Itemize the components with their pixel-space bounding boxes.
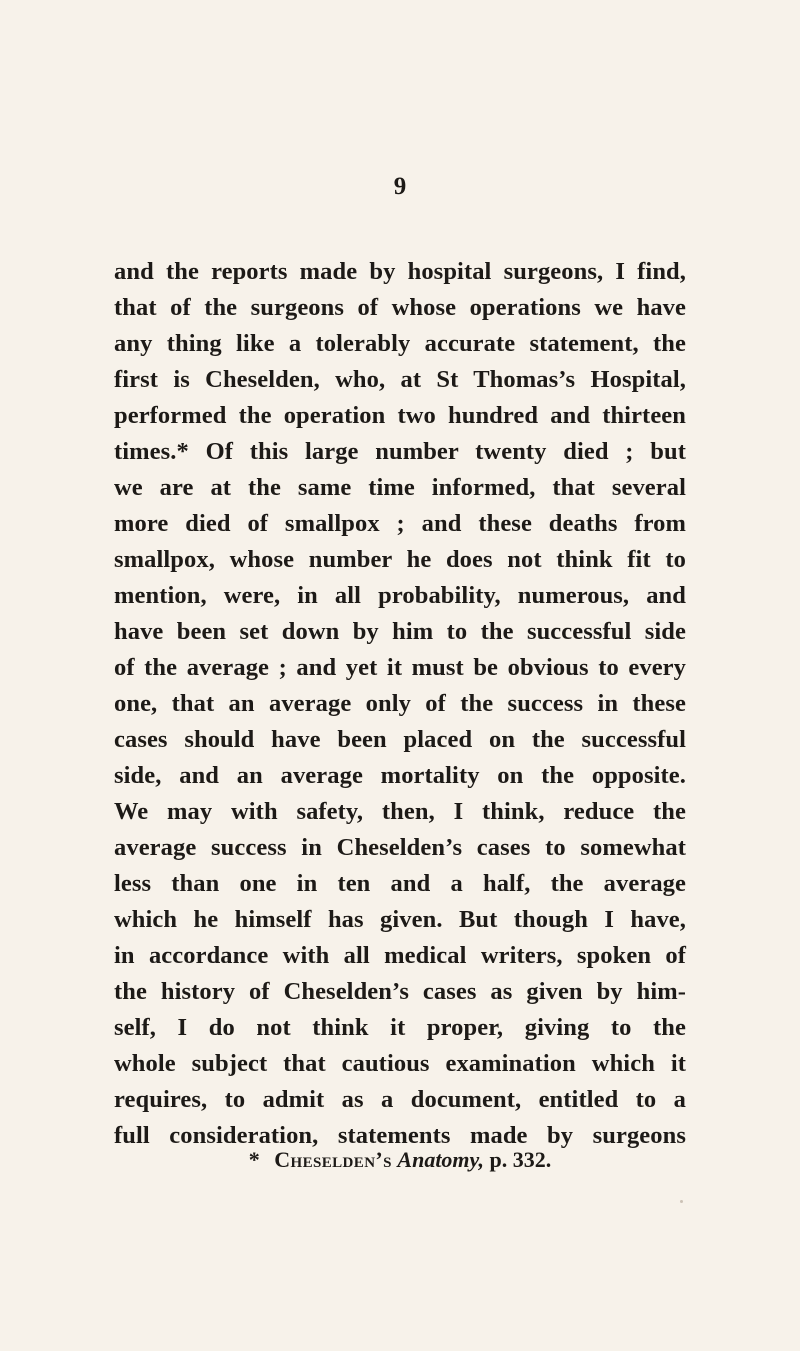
text-line: requires, to admit as a document, entitled to a <box>114 1086 686 1113</box>
text-line: whole subject that cautious examination which it <box>114 1050 686 1077</box>
text-line: less than one in ten and a half, the average <box>114 870 686 897</box>
text-line: have been set down by him to the successful side <box>114 618 686 645</box>
text-line: full consideration, statements made by surgeons <box>114 1122 686 1149</box>
text-line: mention, were, in all probability, numerous, and <box>114 582 686 609</box>
footnote <box>0 1146 800 1174</box>
text-line: that of the surgeons of whose operations we have <box>114 294 686 321</box>
footnote-work: Anatomy, <box>397 1147 484 1172</box>
text-line: average success in Cheselden’s cases to somewhat <box>114 834 686 861</box>
text-line: performed the operation two hundred and thirteen <box>114 402 686 429</box>
text-line: the history of Cheselden’s cases as given by him- <box>114 978 686 1005</box>
text-line: and the reports made by hospital surgeons, I find, <box>114 258 686 285</box>
text-line: We may with safety, then, I think, reduce the <box>114 798 686 825</box>
text-line: any thing like a tolerably accurate statement, the <box>114 330 686 357</box>
text-line: self, I do not think it proper, giving to the <box>114 1014 686 1041</box>
text-line: of the average ; and yet it must be obvious to every <box>114 654 686 681</box>
text-line: one, that an average only of the success in these <box>114 690 686 717</box>
paper-speck <box>680 1200 683 1203</box>
text-line: side, and an average mortality on the opposite. <box>114 762 686 789</box>
text-line: more died of smallpox ; and these deaths from <box>114 510 686 537</box>
page-number: 9 <box>393 173 407 200</box>
text-line: smallpox, whose number he does not think fit to <box>114 546 686 573</box>
text-line: first is Cheselden, who, at St Thomas’s Hospital, <box>114 366 686 393</box>
footnote-marker: * <box>248 1147 260 1172</box>
text-line: we are at the same time informed, that several <box>114 474 686 501</box>
text-line: which he himself has given. But though I have, <box>114 906 686 933</box>
footnote-author: Cheselden’s <box>274 1147 392 1172</box>
footnote-page-ref: p. 332. <box>489 1147 552 1172</box>
text-line: in accordance with all medical writers, spoken of <box>114 942 686 969</box>
text-line: cases should have been placed on the successful <box>114 726 686 753</box>
text-line: times.* Of this large number twenty died ; but <box>114 438 686 465</box>
